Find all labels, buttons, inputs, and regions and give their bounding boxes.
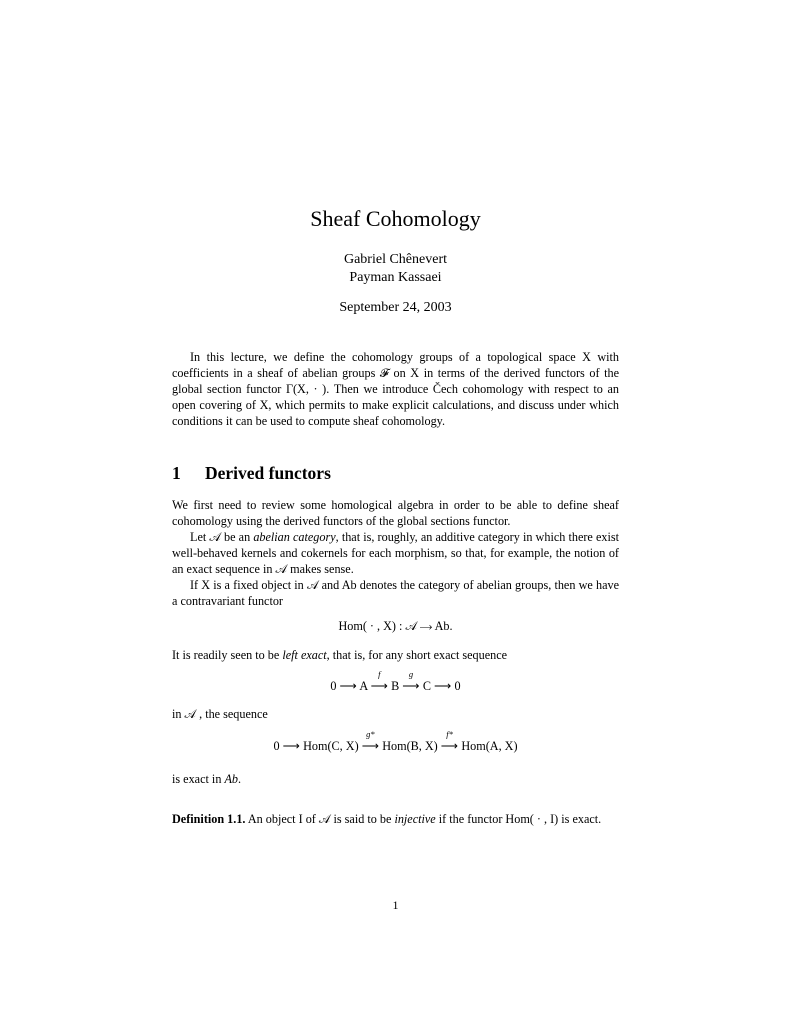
arrow-g-star-glyph: ⟶: [361, 739, 380, 753]
abstract-text: In this lecture, we define the cohomology groups of a topological space X with coefficients in a sheaf of abelian groups 𝓕 on X in terms of the derived functors of the global section functor Γ(X, · ). Then we introduce Čech cohomology with respect to an open covering of X, which permits to make explicit calculations, and discuss under which conditions it can be used to compute sheaf cohomology.: [172, 350, 619, 428]
paragraph-6: [172, 771, 619, 787]
paragraph-4: [172, 647, 619, 663]
page-number: 1: [392, 898, 399, 912]
definition-text-a: An object I of 𝒜 is said to be: [245, 812, 395, 826]
display-equation-1: Hom( · , X) : 𝒜 ⟶ Ab.: [338, 619, 453, 633]
arrow-g: [402, 669, 420, 694]
paragraph-6-emphasis: Ab: [224, 772, 239, 786]
sequence-2-left: 0 ⟶ Hom(C, X): [273, 739, 362, 753]
arrow-f-glyph: ⟶: [370, 679, 389, 693]
arrow-g-star-label: g*: [366, 729, 375, 739]
author-2: Payman Kassaei: [349, 270, 442, 285]
exact-sequence-1: [0, 669, 791, 694]
paragraph-1: We first need to review some homological algebra in order to be able to define sheaf cohomology using the derived functors of the global sections functor.: [172, 498, 619, 528]
definition-emphasis: injective: [394, 812, 436, 826]
paper-title: Sheaf Cohomology: [310, 206, 481, 231]
sequence-1-right: C ⟶ 0: [419, 679, 461, 693]
author-1: Gabriel Chênevert: [343, 252, 447, 267]
arrow-f-star: [440, 729, 459, 754]
exact-sequence-2: [0, 729, 791, 754]
arrow-f-star-label: f*: [446, 729, 453, 739]
definition-text-b: if the functor Hom( · , I) is exact.: [435, 812, 602, 826]
definition-label: Definition 1.1.: [172, 812, 246, 826]
sequence-1-left: 0 ⟶ A: [330, 679, 371, 693]
sequence-2-middle: Hom(B, X): [379, 739, 441, 753]
paragraph-4-text-a: It is readily seen to be: [172, 648, 283, 662]
paragraph-3: If X is a fixed object in 𝒜 and Ab denotes the category of abelian groups, then we have a contravariant functor: [172, 578, 619, 608]
arrow-g-label: g: [408, 669, 414, 679]
paragraph-6-text-a: is exact in: [172, 772, 225, 786]
paragraph-6-text-b: .: [238, 772, 242, 786]
section-title: Derived functors: [205, 463, 331, 483]
paragraph-4-emphasis: left exact: [282, 648, 327, 662]
section-body-1: [172, 497, 619, 609]
sequence-1-middle: B: [388, 679, 403, 693]
section-number: 1: [172, 463, 181, 483]
paragraph-2-emphasis: abelian category: [253, 530, 336, 544]
section-heading: [172, 463, 331, 484]
sequence-2-right: Hom(A, X): [458, 739, 518, 753]
abstract: [172, 349, 619, 429]
paragraph-2-text-b: , that is, roughly, an additive category in which there exist well-behaved kernels and cokernels for each morphism, so that, for example, the notion of an exact sequence in 𝒜 makes sense.: [172, 530, 619, 576]
arrow-f-star-glyph: ⟶: [440, 739, 459, 753]
paper-date: September 24, 2003: [339, 300, 452, 315]
arrow-g-star: [361, 729, 380, 754]
paragraph-4-text-b: , that is, for any short exact sequence: [326, 648, 508, 662]
arrow-g-glyph: ⟶: [402, 679, 420, 693]
paragraph-2-text-a: Let 𝒜 be an: [190, 530, 254, 544]
arrow-f: [370, 669, 389, 694]
arrow-f-label: f: [378, 669, 381, 679]
definition-1-1: [172, 811, 619, 827]
paragraph-5: in 𝒜 , the sequence: [172, 707, 268, 721]
paragraph-2: [172, 529, 619, 577]
